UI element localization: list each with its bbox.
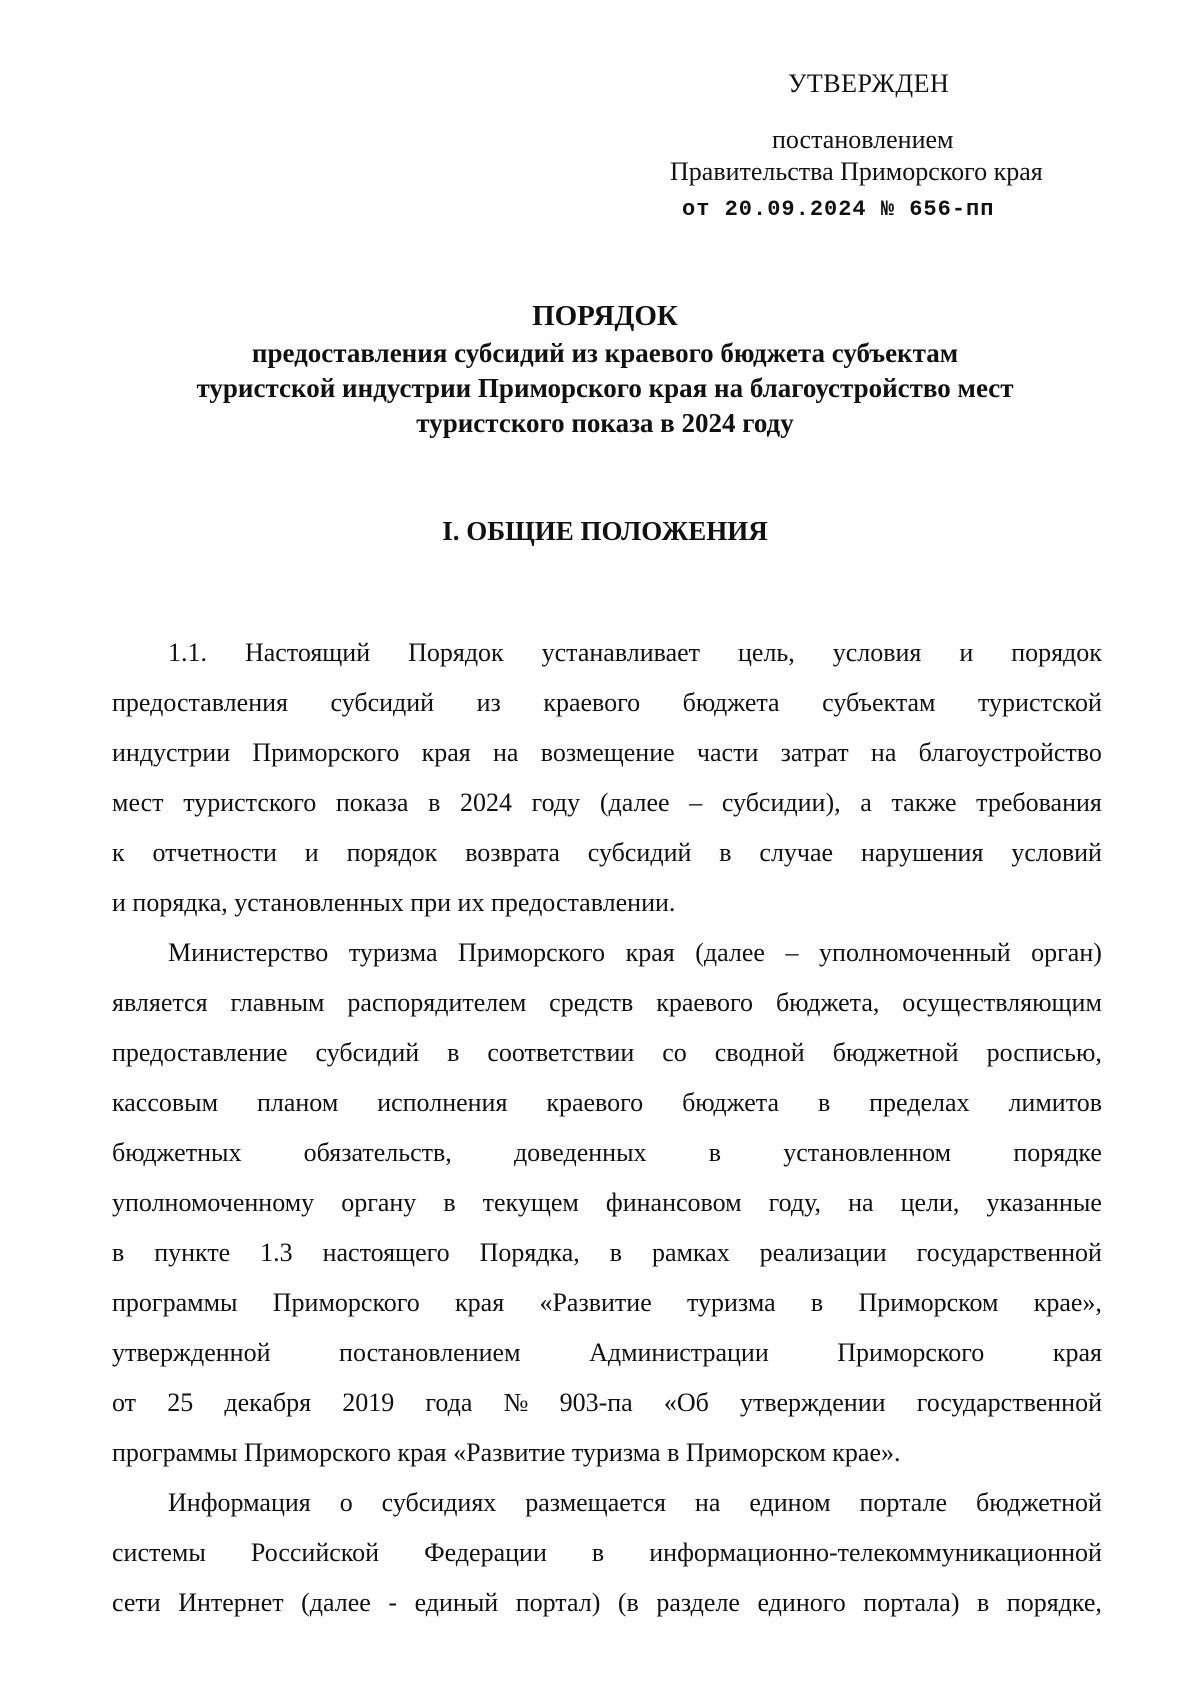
word: и	[304, 838, 319, 867]
word: Приморского	[458, 938, 606, 967]
word: кассовым	[112, 1088, 219, 1117]
word: а	[860, 788, 872, 817]
word: туризма	[687, 1288, 776, 1317]
word: со	[662, 1038, 687, 1067]
word: цели,	[900, 1188, 960, 1217]
word: «Развитие	[539, 1288, 652, 1317]
word: доведенных	[513, 1138, 647, 1167]
word: году,	[768, 1188, 822, 1217]
word: в	[609, 1238, 623, 1267]
word: субсидий	[330, 688, 435, 717]
word: пункте	[154, 1238, 231, 1267]
word: бюджета,	[775, 988, 880, 1017]
word: Федерации	[424, 1538, 547, 1567]
approval-number: от 20.09.2024 № 656-пп	[682, 197, 995, 222]
word: возврата	[465, 838, 560, 867]
word: портале	[859, 1488, 948, 1517]
word: на	[694, 1488, 721, 1517]
word: портал)	[515, 1588, 601, 1617]
word: реализации	[759, 1238, 887, 1267]
word: субсидий	[587, 838, 692, 867]
word: в	[719, 838, 732, 867]
word: (далее	[599, 788, 670, 817]
word: Настоящий	[244, 638, 371, 667]
word: Информация	[168, 1488, 311, 1517]
word: на	[848, 1188, 874, 1217]
word: порядок	[1011, 638, 1102, 667]
word: устанавливает	[541, 638, 701, 667]
word: в	[428, 788, 441, 817]
paragraph-line	[112, 1078, 1102, 1128]
word: цель,	[737, 638, 795, 667]
word: порядке,	[1006, 1588, 1102, 1617]
paragraph-line	[112, 1478, 1102, 1528]
word: Приморского	[272, 1288, 420, 1317]
word: сводной	[714, 1038, 805, 1067]
approval-block	[660, 68, 1100, 226]
word: бюджетных	[112, 1138, 242, 1167]
paragraph-line	[112, 978, 1102, 1028]
word: предоставление	[112, 1038, 288, 1067]
word: органу	[341, 1188, 417, 1217]
word: государственной	[916, 1388, 1102, 1417]
word: к	[112, 838, 125, 867]
word: крае»,	[1033, 1288, 1102, 1317]
word: является	[112, 988, 208, 1017]
word: возмещение	[540, 738, 675, 767]
paragraph-line	[112, 1128, 1102, 1178]
word: Интернет	[178, 1588, 284, 1617]
word: утвержденной	[112, 1338, 271, 1367]
word: требования	[976, 788, 1102, 817]
word: из	[476, 688, 501, 717]
word: Приморского	[252, 738, 400, 767]
word: на	[870, 738, 897, 767]
paragraph-line	[112, 728, 1102, 778]
word: Порядка,	[479, 1238, 580, 1267]
approval-line-1: постановлением	[772, 125, 954, 154]
word: Министерство	[168, 938, 329, 967]
word: (далее	[301, 1588, 371, 1617]
word: единый	[414, 1588, 499, 1617]
word: утверждении	[740, 1388, 886, 1417]
word: субсидий	[315, 1038, 420, 1067]
word: -	[388, 1588, 398, 1617]
word: на	[493, 738, 519, 767]
word: портала)	[863, 1588, 960, 1617]
word: субъектам	[822, 688, 936, 717]
word: благоустройство	[918, 738, 1102, 767]
word: Приморского	[837, 1338, 985, 1367]
paragraph-line	[112, 1378, 1102, 1428]
word: обязательств,	[303, 1138, 452, 1167]
paragraph-line	[112, 1578, 1102, 1628]
word: (в	[617, 1588, 639, 1617]
word: текущем	[482, 1188, 579, 1217]
word: бюджетной	[976, 1488, 1102, 1517]
word: в	[447, 1038, 460, 1067]
word: края	[1052, 1338, 1102, 1367]
word: затрат	[780, 738, 849, 767]
word: 903-па	[559, 1388, 633, 1417]
paragraph-line	[112, 1228, 1102, 1278]
word: программы	[112, 1288, 238, 1317]
word: в	[708, 1138, 722, 1167]
word: в	[817, 1088, 831, 1117]
word: краевого	[543, 688, 641, 717]
word: туризма	[348, 938, 438, 967]
word: порядок	[346, 838, 438, 867]
title-line-1: предоставления субсидий из краевого бюджета субъектам	[251, 338, 959, 368]
paragraph-line	[112, 778, 1102, 828]
word: распорядителем	[347, 988, 527, 1017]
word: в	[810, 1288, 824, 1317]
word: субсидиях	[381, 1488, 497, 1517]
paragraph-line	[112, 628, 1102, 678]
paragraph-line: программы Приморского края «Развитие туризма в Приморском крае».	[112, 1438, 901, 1467]
word: порядке	[1013, 1138, 1102, 1167]
paragraph-line	[112, 1278, 1102, 1328]
word: орган)	[1031, 938, 1102, 967]
word: мест	[112, 788, 164, 817]
word: предоставления	[112, 688, 288, 717]
word: в	[591, 1538, 605, 1567]
paragraph-line	[112, 1178, 1102, 1228]
word: в	[977, 1588, 990, 1617]
word: рамках	[651, 1238, 730, 1267]
word: исполнения	[377, 1088, 508, 1117]
paragraph-line	[112, 1328, 1102, 1378]
word: финансовом	[605, 1188, 742, 1217]
word: сети	[112, 1588, 161, 1617]
word: соответствии	[487, 1038, 635, 1067]
word: также	[891, 788, 957, 817]
word: 2024	[460, 788, 512, 817]
word: Российской	[250, 1538, 380, 1567]
document-title	[110, 298, 1100, 441]
word: показа	[335, 788, 409, 817]
word: от	[112, 1388, 137, 1417]
word: (далее	[695, 938, 765, 967]
paragraph-line	[112, 678, 1102, 728]
word: бюджета	[682, 1088, 780, 1117]
paragraph-line	[112, 828, 1102, 878]
word: условия	[832, 638, 922, 667]
word: субсидии),	[721, 788, 841, 817]
word: едином	[749, 1488, 831, 1517]
title-line-3: туристского показа в 2024 году	[416, 408, 794, 438]
word: постановлением	[339, 1338, 521, 1367]
word: года	[425, 1388, 473, 1417]
word: уполномоченному	[112, 1188, 315, 1217]
word: единого	[757, 1588, 846, 1617]
word: планом	[256, 1088, 339, 1117]
word: декабря	[224, 1388, 312, 1417]
word: лимитов	[1008, 1088, 1102, 1117]
word: Администрации	[589, 1338, 769, 1367]
word: края	[455, 1288, 505, 1317]
title-main: ПОРЯДОК	[532, 300, 678, 332]
word: нарушения	[860, 838, 984, 867]
word: индустрии	[112, 738, 231, 767]
word: №	[503, 1388, 529, 1417]
word: разделе	[656, 1588, 740, 1617]
word: настоящего	[322, 1238, 450, 1267]
word: росписью,	[986, 1038, 1102, 1067]
word: системы	[112, 1538, 206, 1567]
word: указанные	[986, 1188, 1102, 1217]
word: –	[785, 938, 799, 967]
word: краевого	[656, 988, 754, 1017]
word: размещается	[525, 1488, 666, 1517]
word: края	[625, 938, 675, 967]
word: о	[339, 1488, 353, 1517]
word: уполномоченный	[819, 938, 1011, 967]
word: осуществляющим	[902, 988, 1102, 1017]
document-body	[112, 628, 1102, 1628]
word: Приморском	[858, 1288, 999, 1317]
word: 1.3	[260, 1238, 293, 1267]
word: бюджетной	[832, 1038, 959, 1067]
word: края	[421, 738, 471, 767]
paragraph-line: и порядка, установленных при их предоставлении.	[112, 888, 676, 917]
word: случае	[759, 838, 834, 867]
title-line-2: туристской индустрии Приморского края на благоустройство мест	[196, 373, 1014, 403]
word: установленном	[783, 1138, 952, 1167]
word: и	[959, 638, 974, 667]
word: году	[531, 788, 581, 817]
word: 2019	[342, 1388, 395, 1417]
word: 1.1.	[168, 638, 207, 667]
word: бюджета	[682, 688, 780, 717]
word: 25	[167, 1388, 194, 1417]
word: главным	[230, 988, 325, 1017]
word: Порядок	[408, 638, 504, 667]
word: условий	[1011, 838, 1102, 867]
word: «Об	[663, 1388, 709, 1417]
paragraph-line	[112, 1028, 1102, 1078]
word: туристского	[183, 788, 317, 817]
word: государственной	[916, 1238, 1102, 1267]
paragraph-line	[112, 928, 1102, 978]
approval-stamp: УТВЕРЖДЕН	[788, 69, 950, 98]
paragraph-line	[112, 1528, 1102, 1578]
word: –	[689, 788, 703, 817]
word: отчетности	[152, 838, 277, 867]
word: пределах	[869, 1088, 970, 1117]
word: туристской	[978, 688, 1102, 717]
word: в	[112, 1238, 125, 1267]
word: части	[696, 738, 759, 767]
word: информационно-телекоммуникационной	[649, 1538, 1102, 1567]
section-title: I. ОБЩИЕ ПОЛОЖЕНИЯ	[442, 516, 768, 546]
word: в	[443, 1188, 456, 1217]
word: краевого	[546, 1088, 644, 1117]
approval-line-2: Правительства Приморского края	[670, 157, 1043, 186]
word: средств	[549, 988, 634, 1017]
